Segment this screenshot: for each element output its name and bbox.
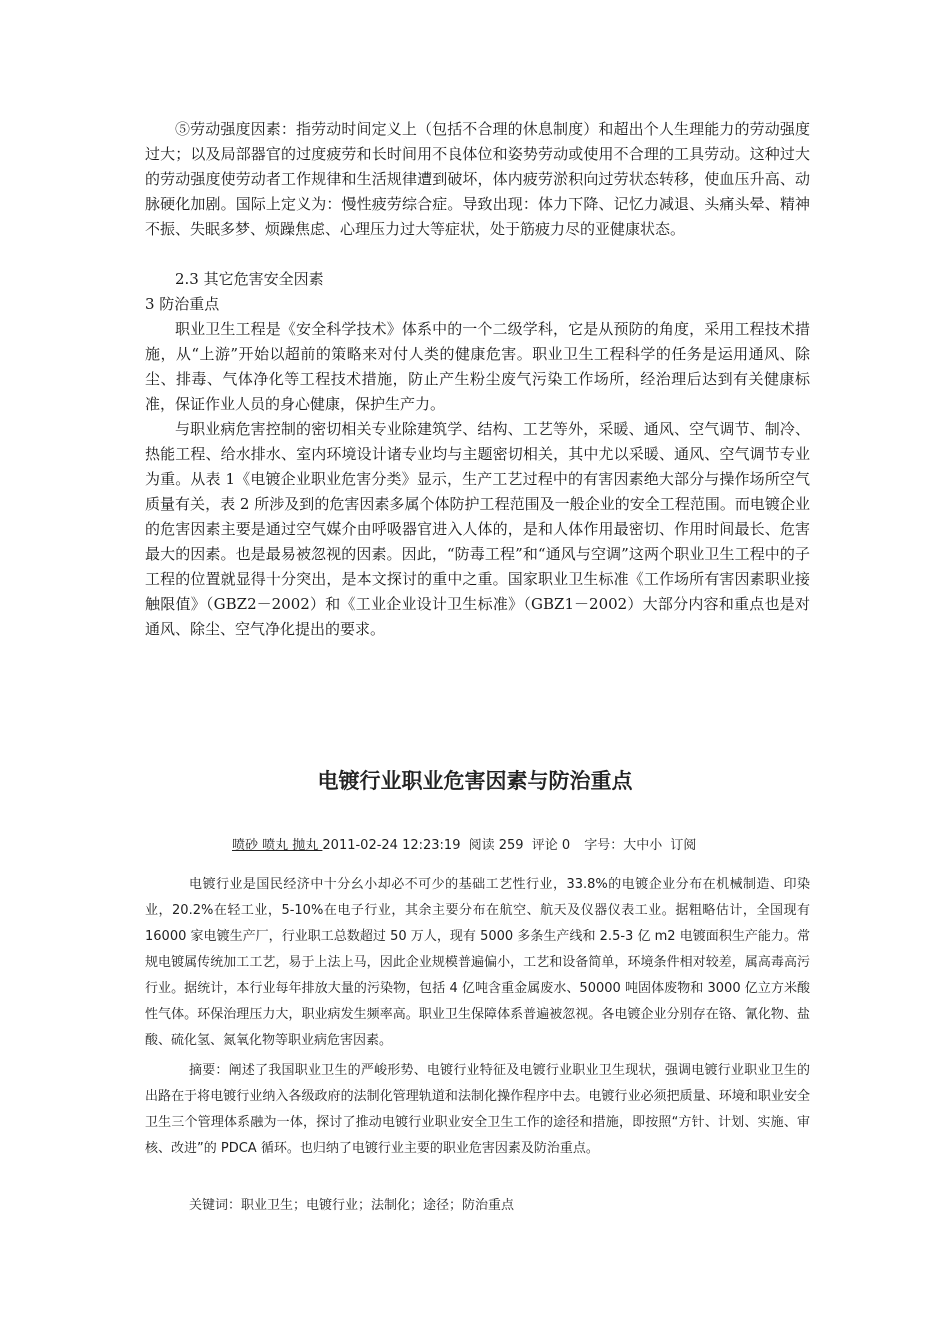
post-date: 2011-02-24 12:23:19: [322, 838, 461, 853]
font-size-control[interactable]: 字号：大中小: [584, 838, 663, 853]
paragraph-related-specialties: 与职业病危害控制的密切相关专业除建筑学、结构、工艺等外，采暖、通风、空气调节、制冷、热能工程、给水排水、室内环境设计诸专业均与主题密切相关，其中尤以采暖、通风、空气调节专业为重。从表 1《电镀企业职业危害分类》显示，生产工艺过程中的有害因素绝大部分与操作场所空气质量有关，表 2 所涉及到的危害因素多属个体防护工程范围及一般企业的安全工程范围。而电镀企业的危害因素主要是通过空气媒介由呼吸器官进入人体的，是和人体作用最密切、作用时间最长、危害最大的因素。也是最易被忽视的因素。因此，“防毒工程”和“通风与空调”这两个职业卫生工程中的子工程的位置就显得十分突出，是本文探讨的重中之重。国家职业卫生标准《工作场所有害因素职业接触限值》（GBZ2－2002）和《工业企业设计卫生标准》（GBZ1－2002）大部分内容和重点也是对通风、除尘、空气净化提出的要求。: [145, 420, 810, 638]
subscribe-link[interactable]: 订阅: [670, 838, 697, 853]
tags-link[interactable]: 喷砂 喷丸 抛丸: [232, 838, 323, 853]
paragraph-abstract: 摘要：阐述了我国职业卫生的严峻形势、电镀行业特征及电镀行业职业卫生现状，强调电镀行业职业卫生的出路在于将电镀行业纳入各级政府的法制化管理轨道和法制化操作程序中去。电镀行业必须把质量、环境和职业安全卫生三个管理体系融为一体，探讨了推动电镀行业职业安全卫生工作的途径和措施，即按照“方针、计划、实施、审核、改进”的 PDCA 循环。也归纳了电镀行业主要的职业危害因素及防治重点。: [145, 1063, 810, 1156]
paragraph-keywords: 关键词：职业卫生；电镀行业；法制化；途径；防治重点: [189, 1198, 515, 1213]
comment-count[interactable]: 评论 0: [531, 838, 571, 853]
paragraph-intro: 电镀行业是国民经济中十分幺小却必不可少的基础工艺性行业，33.8%的电镀企业分布在机械制造、印染业，20.2%在轻工业，5-10%在电子行业，其余主要分布在航空、航天及仪器仪表工业。据粗略估计，全国现有 16000 家电镀生产厂，行业职工总数超过 50 万人，现有 5000 多条生产线和 2.5-3 亿 m2 电镀面积生产能力。常规电镀属传统加工工艺，易于上法上马，因此企业规模普遍偏小，工艺和设备简单，环境条件相对较差，属高毒高污行业。据统计，本行业每年排放大量的污染物，包括 4 亿吨含重金属废水、50000 吨固体废物和 3000 亿立方米酸性气体。环保治理压力大，职业病发生频率高。职业卫生保障体系普遍被忽视。各电镀企业分别存在铬、氰化物、盐酸、硫化氢、氮氧化物等职业病危害因素。: [145, 877, 810, 1048]
heading-2-3: 2.3 其它危害安全因素: [175, 270, 324, 288]
article-title: 电镀行业职业危害因素与防治重点: [317, 768, 633, 793]
paragraph-engineering: 职业卫生工程是《安全科学技术》体系中的一个二级学科，它是从预防的角度，采用工程技术措施，从“上游”开始以超前的策略来对付人类的健康危害。职业卫生工程科学的任务是运用通风、除尘、排毒、气体净化等工程技术措施，防止产生粉尘废气污染工作场所，经治理后达到有关健康标准，保证作业人员的身心健康，保护生产力。: [145, 320, 810, 413]
paragraph-labor-intensity: ⑤劳动强度因素：指劳动时间定义上（包括不合理的休息制度）和超出个人生理能力的劳动强度过大；以及局部器官的过度疲劳和长时间用不良体位和姿势劳动或使用不合理的工具劳动。这种过大的劳动强度使劳动者工作规律和生活规律遭到破坏，体内疲劳淤积向过劳状态转移，使血压升高、动脉硬化加剧。国际上定义为：慢性疲劳综合症。导致出现：体力下降、记忆力减退、头痛头晕、精神不振、失眠多梦、烦躁焦虑、心理压力过大等症状，处于筋疲力尽的亚健康状态。: [145, 120, 810, 238]
heading-3: 3 防治重点: [145, 295, 220, 313]
read-count: 阅读 259: [468, 838, 524, 853]
article-meta: [232, 836, 700, 856]
